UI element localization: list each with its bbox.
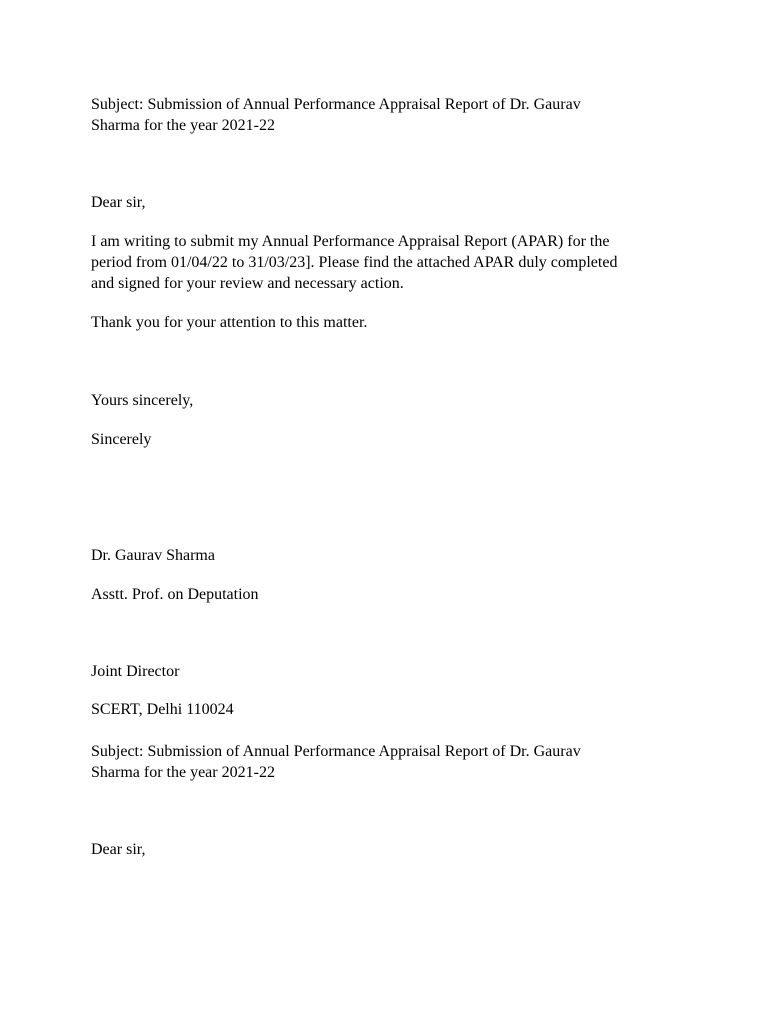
sender-designation: Asstt. Prof. on Deputation bbox=[91, 586, 259, 603]
recipient-address: SCERT, Delhi 110024 bbox=[91, 701, 234, 718]
sender-name: Dr. Gaurav Sharma bbox=[91, 547, 215, 564]
thanks-line: Thank you for your attention to this matter. bbox=[91, 314, 368, 331]
body-paragraph: I am writing to submit my Annual Performance Appraisal Report (APAR) for the period from 01/04/22 to 31/03/23]. Please find the attached APAR duly completed and signed for your review and necessary action. bbox=[91, 233, 618, 292]
closing-line: Yours sincerely, bbox=[91, 392, 194, 409]
salutation: Dear sir, bbox=[91, 194, 146, 211]
salutation-repeat: Dear sir, bbox=[91, 841, 146, 858]
recipient-title: Joint Director bbox=[91, 663, 180, 680]
subject-line-repeat: Subject: Submission of Annual Performance Appraisal Report of Dr. Gaurav Sharma for the year 2021-22 bbox=[91, 743, 581, 781]
subject-line: Subject: Submission of Annual Performance Appraisal Report of Dr. Gaurav Sharma for the year 2021-22 bbox=[91, 96, 581, 134]
closing-line-2: Sincerely bbox=[91, 431, 152, 448]
